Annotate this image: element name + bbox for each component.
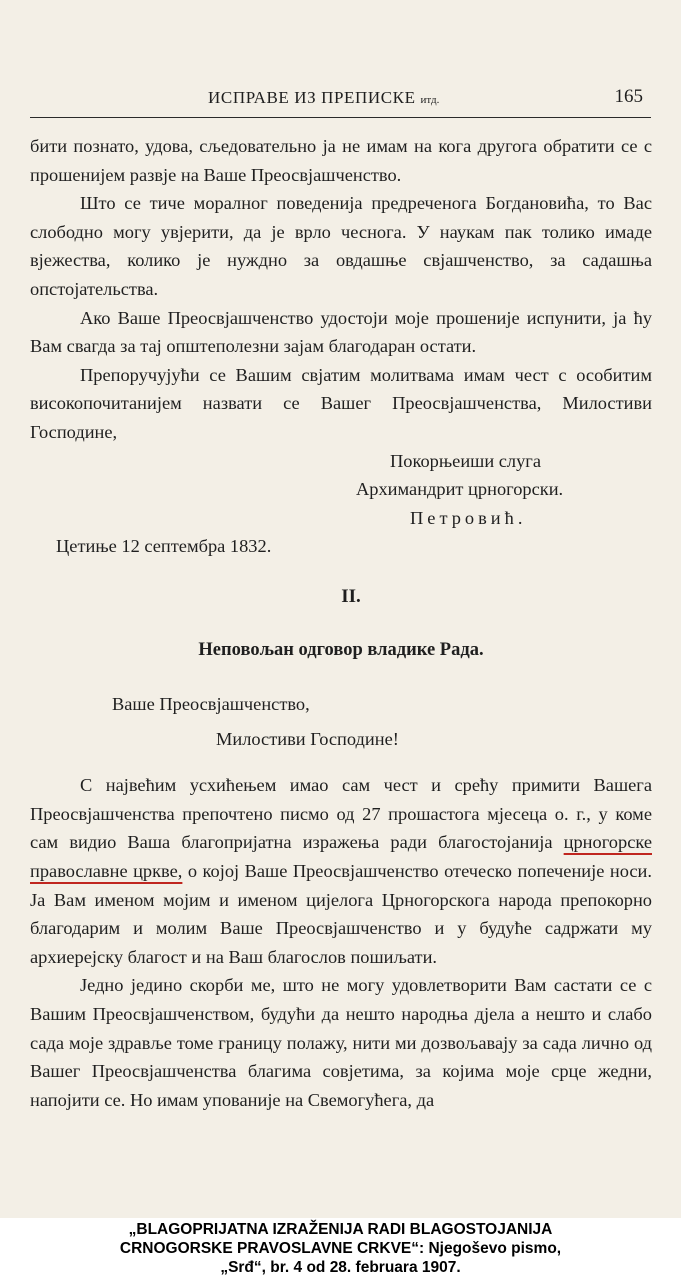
caption-line-3: „Srđ“, br. 4 od 28. februara 1907. <box>220 1259 461 1276</box>
letter2-paragraph-1-start: С највећим усхићењем имао сам чест и срећу примити Вашега Преосвјашченства препочтено писмо од 27 прошастога мјесеца о. г., у коме сам видио Ваша благопријатна изражења ради благостојанија <box>30 775 652 853</box>
header-title-suffix: итд. <box>420 94 440 106</box>
section-number: II. <box>341 585 361 607</box>
caption-line-1: „BLAGOPRIJATNA IZRAŽENIJA RADI BLAGOSTOJANIJA <box>128 1221 553 1238</box>
salutation-1: Ваше Преосвјашченство, <box>112 694 310 715</box>
highlighted-phrase: црногорске православне цркве, <box>30 832 652 882</box>
running-header <box>30 86 647 112</box>
caption-line-2: CRNOGORSKE PRAVOSLAVNE CRKVE“: Njegoševo pismo, <box>119 1240 562 1257</box>
place-date: Цетиње 12 септембра 1832. <box>56 536 272 557</box>
header-title-text: ИСПРАВЕ ИЗ ПРЕПИСКЕ <box>208 88 416 107</box>
signature-line-1: Покорњеиши слуга <box>390 450 542 471</box>
letter2-paragraph-2: Једно једино скорби ме, што не могу удовлетворити Вам састати се с Вашим Преосвјашченством, будући да нешто народња дјела а нешто и слабо сада моје здравље томе границу полажу, нити ми дозвољавају за сада лично од Вашег Преосвјашченства благима совјетима, за којима моје срце жедни, напојити се. Но имам упованије на Свемогућега, да <box>30 975 652 1110</box>
image-caption <box>0 1218 681 1282</box>
letter1-paragraph-4: Препоручујући се Вашим свјатим молитвама имам чест с особитим високопочитанијем назвати се Вашег Преосвјашченства, Милостиви Господине, <box>30 364 652 442</box>
signature-name: Петровић. <box>410 507 527 528</box>
header-title <box>208 88 439 108</box>
header-rule <box>30 117 651 118</box>
letter2-paragraph-1 <box>30 771 652 971</box>
page-body <box>30 132 652 1114</box>
salutation-2: Милостиви Господине! <box>216 728 399 749</box>
letter1-paragraph-3: Ако Ваше Преосвјашченство удостоји моје прошеније испунити, ја ћу Вам свагда за тај општеполезни зајам благодаран остати. <box>30 307 652 357</box>
letter2-paragraph-1-end: о којој Ваше Преосвјашченство отеческо попеченије носи. Ја Вам именом мојим и именом цијелога Црногорскога народа препокорно благодарим и молим Ваше Преосвјашченство и у будуће садржати му архиерејску благост и на Ваш благослов пошиљати. <box>30 861 652 967</box>
letter1-paragraph-1: бити познато, удова, сљедовательно ја не имам на кога другога обратити се с прошенијем развје на Ваше Преосвјашченство. <box>30 136 652 185</box>
section-title: Неповољан одговор владике Рада. <box>198 639 484 660</box>
signature-line-2: Архимандрит црногорски. <box>356 479 564 500</box>
letter1-paragraph-2: Што се тиче моралног поведенија предреченога Богдановића, то Вас слободно могу увјерити, да је врло чесногa. У наукам пак толико имаде вјежества, колико је нуждно за овдашње свјашченство, за садашња опстојательства. <box>30 193 652 299</box>
page-number: 165 <box>614 86 643 107</box>
